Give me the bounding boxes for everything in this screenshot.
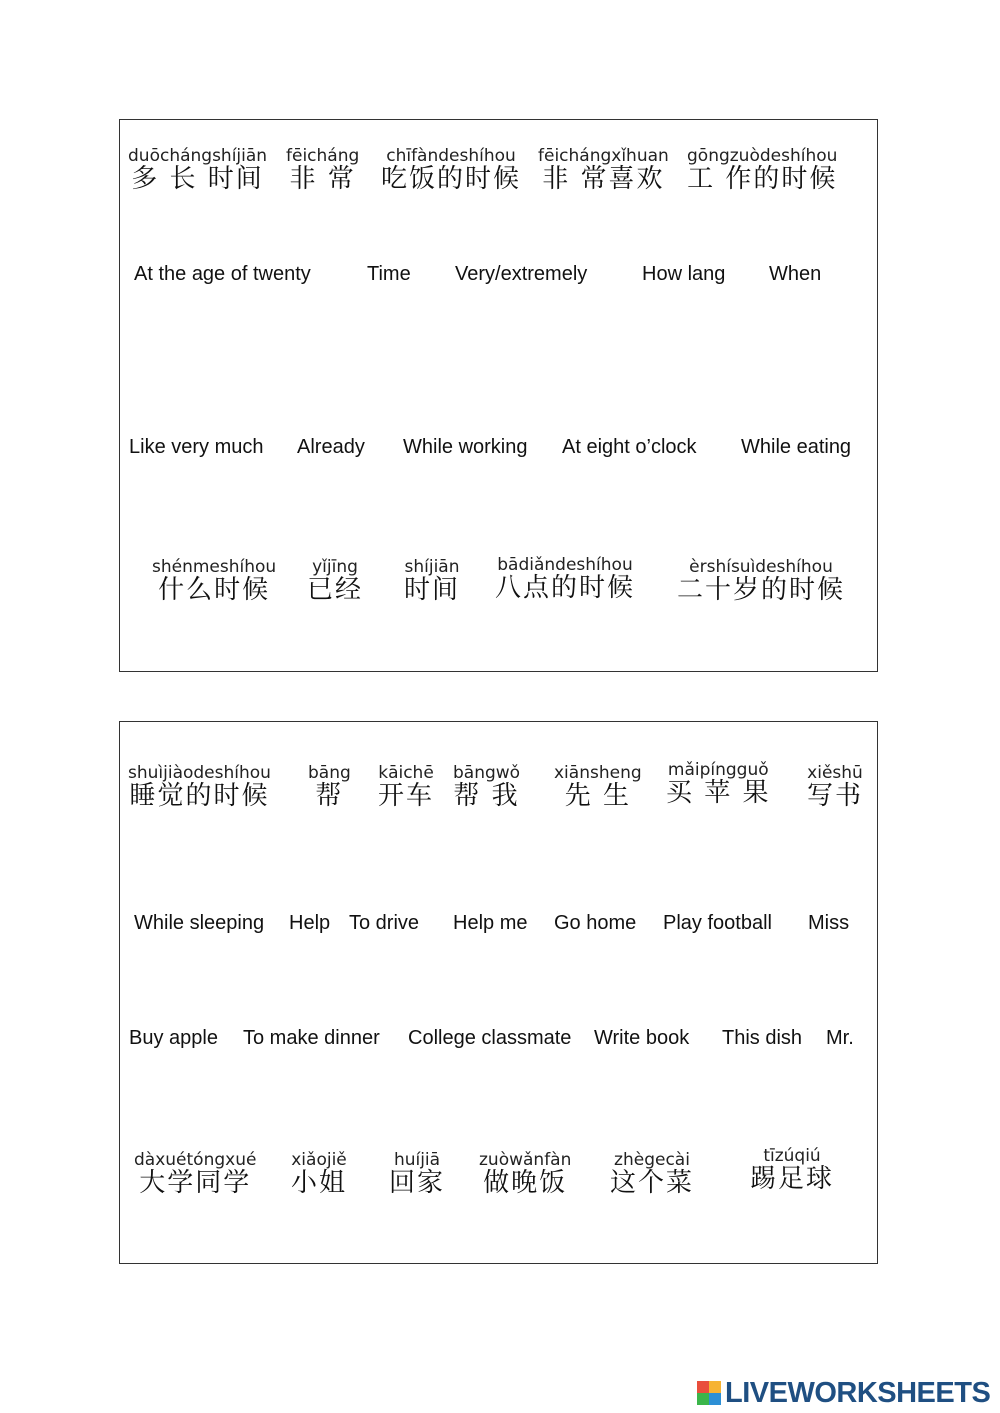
pinyin: chīfàndeshíhou [386, 146, 516, 166]
chinese-word[interactable] [666, 761, 771, 807]
logo-square-green [697, 1393, 709, 1405]
english-word[interactable]: Like very much [129, 436, 264, 458]
hanzi: 已经 [307, 575, 364, 605]
english-word[interactable]: Mr. [826, 1027, 854, 1049]
chinese-word[interactable] [286, 147, 359, 193]
english-word[interactable]: When [769, 263, 822, 285]
chinese-word[interactable] [677, 558, 845, 604]
chinese-word[interactable] [128, 764, 271, 810]
english-word[interactable]: Play football [663, 912, 772, 934]
hanzi: 写书 [807, 781, 864, 811]
english-word[interactable]: At the age of twenty [134, 263, 311, 285]
pinyin: zhègecài [614, 1150, 690, 1170]
pinyin: shíjiān [404, 557, 460, 577]
pinyin: fēicháng [286, 146, 360, 166]
english-word[interactable]: Go home [554, 912, 637, 934]
english-word[interactable]: Buy apple [129, 1027, 218, 1049]
chinese-word[interactable] [128, 147, 267, 193]
chinese-word[interactable] [479, 1151, 571, 1197]
pinyin: yǐjīng [312, 557, 358, 577]
hanzi: 帮 我 [453, 781, 520, 811]
chinese-word[interactable] [750, 1147, 834, 1193]
hanzi: 回家 [389, 1168, 446, 1198]
logo-square-blue [709, 1393, 721, 1405]
english-word[interactable]: Write book [594, 1027, 690, 1049]
hanzi: 什么时候 [158, 575, 271, 605]
chinese-word[interactable] [307, 558, 363, 604]
pinyin: dàxuétóngxué [134, 1150, 257, 1170]
hanzi: 大学同学 [139, 1168, 252, 1198]
english-word[interactable]: Help [289, 912, 331, 934]
pinyin: xiěshū [807, 763, 863, 783]
english-word[interactable]: To make dinner [243, 1027, 380, 1049]
logo-square-yellow [709, 1381, 721, 1393]
pinyin: mǎipíngguǒ [667, 760, 769, 780]
hanzi: 做晚饭 [483, 1168, 568, 1198]
hanzi: 吃饭的时候 [381, 164, 522, 194]
english-word[interactable]: Help me [453, 912, 528, 934]
hanzi: 踢足球 [750, 1164, 835, 1194]
english-word[interactable]: How lang [642, 263, 726, 285]
chinese-word[interactable] [554, 764, 642, 810]
hanzi: 开车 [378, 781, 435, 811]
chinese-word[interactable] [687, 147, 837, 193]
english-word[interactable]: Time [367, 263, 411, 285]
pinyin: duōchángshíjiān [128, 146, 268, 166]
pinyin: gōngzuòdeshíhou [687, 146, 838, 166]
pinyin: xiānsheng [554, 763, 642, 783]
hanzi: 先 生 [564, 781, 631, 811]
chinese-word[interactable] [538, 147, 669, 193]
pinyin: zuòwǎnfàn [479, 1150, 572, 1170]
hanzi: 买 苹 果 [666, 778, 771, 808]
english-word[interactable]: Already [297, 436, 365, 458]
hanzi: 多 长 时间 [131, 164, 264, 194]
english-word[interactable]: While working [403, 436, 528, 458]
hanzi: 八点的时候 [495, 573, 636, 603]
chinese-word[interactable] [404, 558, 460, 604]
pinyin: tīzúqiú [763, 1146, 821, 1166]
english-word[interactable]: College classmate [408, 1027, 572, 1049]
chinese-word[interactable] [308, 764, 351, 810]
hanzi: 非 常喜欢 [542, 164, 665, 194]
english-word[interactable]: At eight o’clock [562, 436, 697, 458]
hanzi: 工 作的时候 [687, 164, 838, 194]
hanzi: 这个菜 [610, 1168, 695, 1198]
english-word[interactable]: This dish [722, 1027, 803, 1049]
chinese-word[interactable] [389, 1151, 445, 1197]
hanzi: 帮 [315, 781, 344, 811]
brand-name: LIVEWORKSHEETS [725, 1376, 991, 1409]
pinyin: kāichē [378, 763, 434, 783]
chinese-word[interactable] [152, 558, 276, 604]
hanzi: 非 常 [289, 164, 356, 194]
pinyin: èrshísuìdeshíhou [689, 557, 833, 577]
pinyin: bāng [308, 763, 351, 783]
logo-square-red [697, 1381, 709, 1393]
english-word[interactable]: While sleeping [134, 912, 265, 934]
chinese-word[interactable] [453, 764, 520, 810]
hanzi: 时间 [404, 575, 461, 605]
pinyin: xiǎojiě [291, 1150, 347, 1170]
pinyin: fēichángxǐhuan [538, 146, 669, 166]
matching-panel-2 [119, 721, 878, 1264]
english-word[interactable]: While eating [741, 436, 852, 458]
matching-panel-1 [119, 119, 878, 672]
chinese-word[interactable] [807, 764, 863, 810]
liveworksheets-logo[interactable] [697, 1378, 990, 1408]
hanzi: 小姐 [291, 1168, 348, 1198]
hanzi: 睡觉的时候 [129, 781, 270, 811]
hanzi: 二十岁的时候 [677, 575, 846, 605]
pinyin: shuìjiàodeshíhou [128, 763, 271, 783]
chinese-word[interactable] [134, 1151, 256, 1197]
chinese-word[interactable] [495, 556, 635, 602]
chinese-word[interactable] [378, 764, 434, 810]
liveworksheets-logo-icon [697, 1381, 721, 1405]
english-word[interactable]: Miss [808, 912, 850, 934]
pinyin: bādiǎndeshíhou [497, 555, 633, 575]
chinese-word[interactable] [610, 1151, 694, 1197]
pinyin: shénmeshíhou [152, 557, 277, 577]
chinese-word[interactable] [381, 147, 521, 193]
english-word[interactable]: Very/extremely [455, 263, 588, 285]
pinyin: bāngwǒ [453, 763, 521, 783]
chinese-word[interactable] [291, 1151, 347, 1197]
pinyin: huíjiā [393, 1150, 441, 1170]
english-word[interactable]: To drive [349, 912, 420, 934]
